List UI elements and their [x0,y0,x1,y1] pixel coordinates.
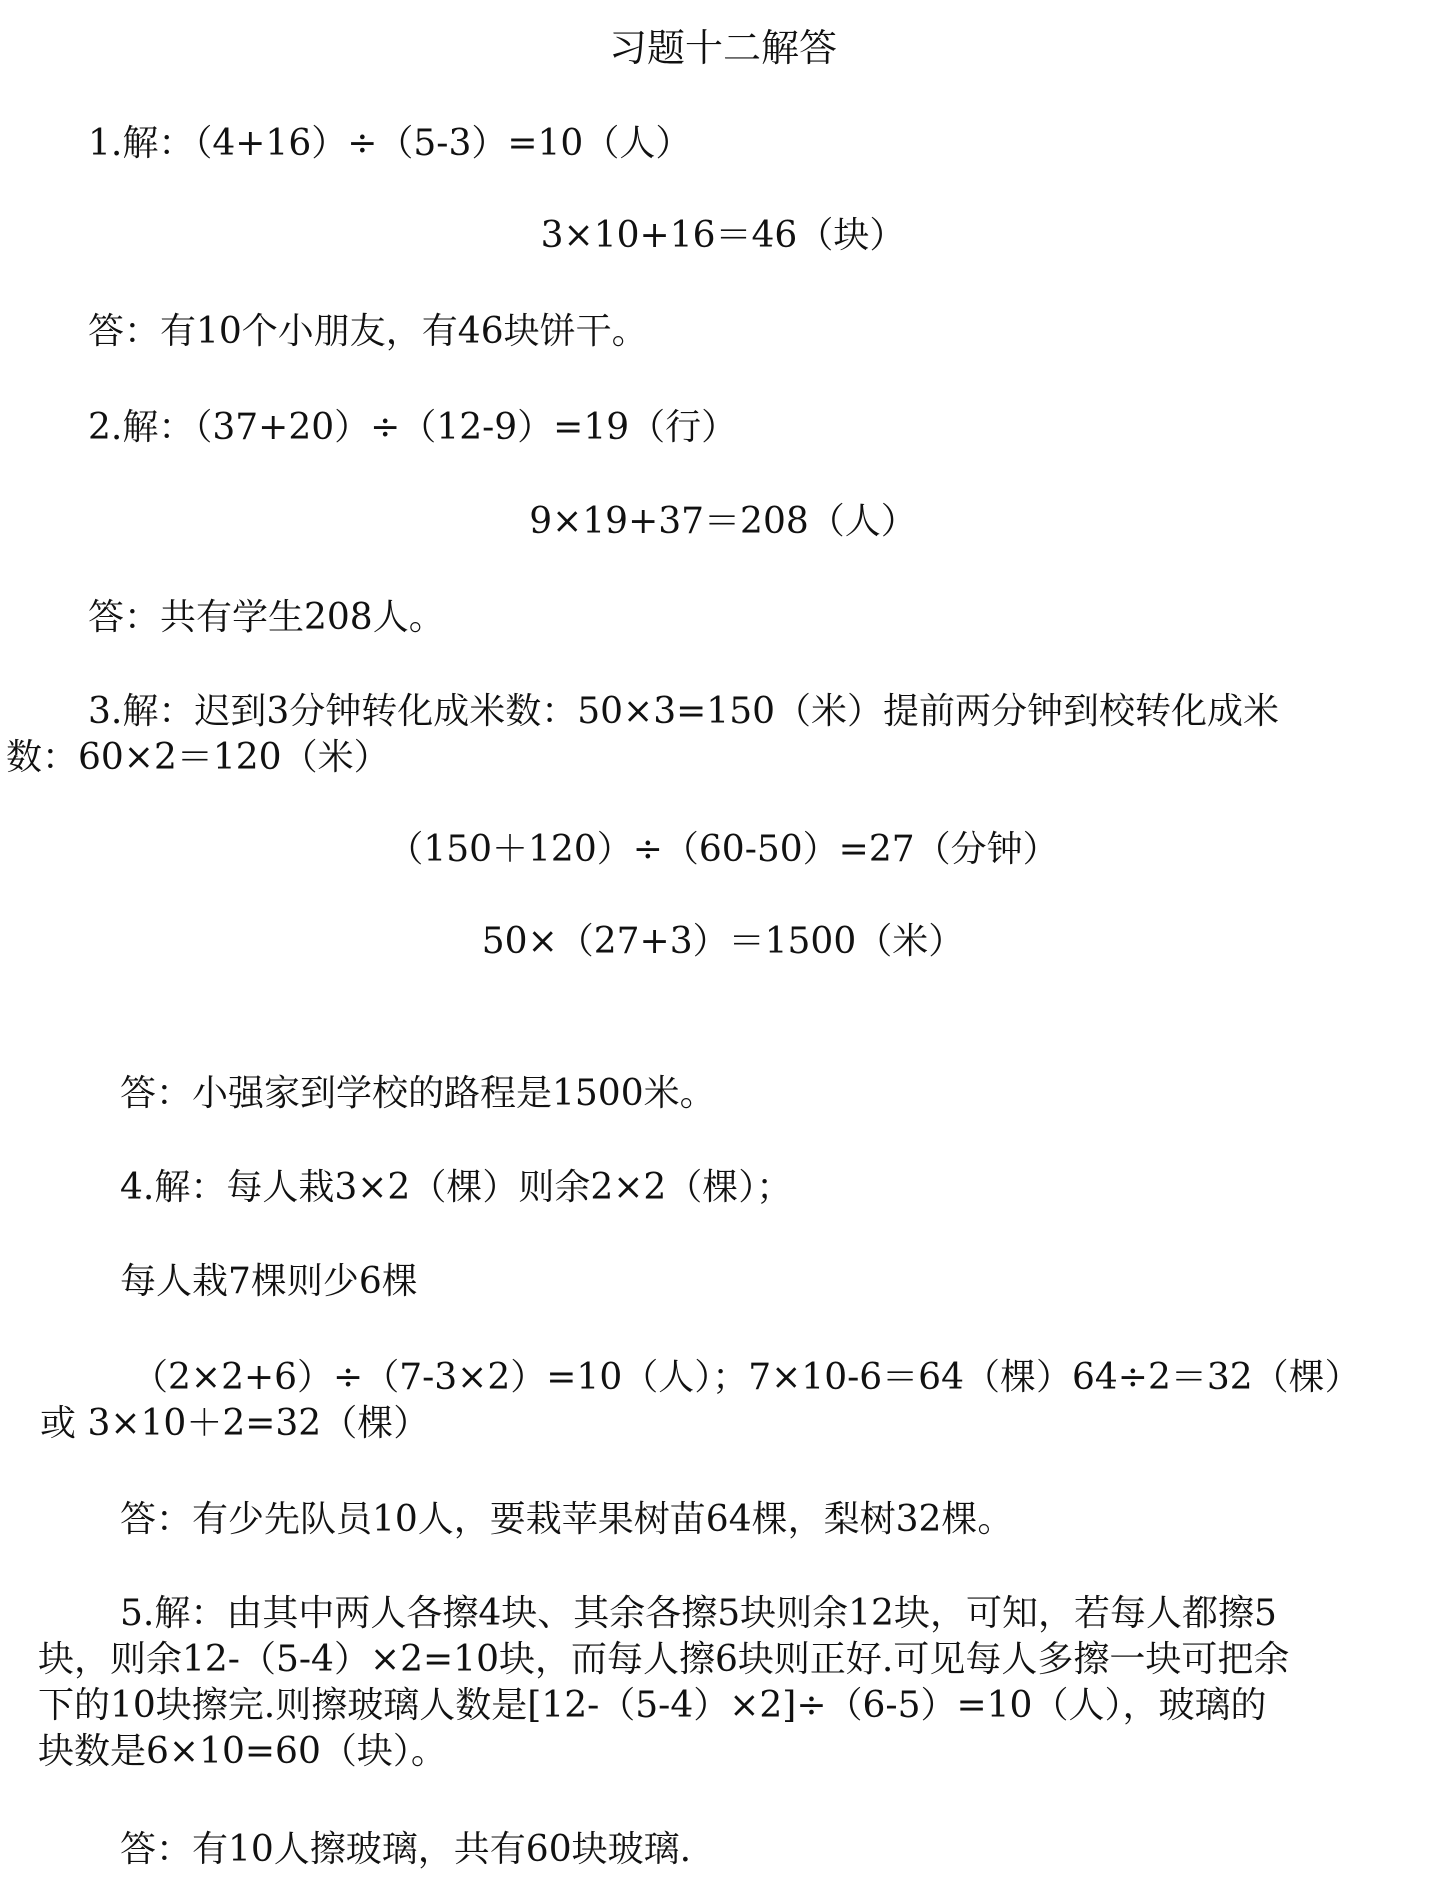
problem-4-answer: 答：有少先队员10人，要栽苹果树苗64棵，梨树32棵。 [120,1499,1014,1540]
problem-5-para-line3: 下的10块擦完.则擦玻璃人数是[12-（5-4）×2]÷（6-5）=10（人），玻璃的 [38,1685,1267,1726]
problem-3-equation-1: （150＋120）÷（60-50）=27（分钟） [387,829,1059,870]
problem-2-answer: 答：共有学生208人。 [88,597,445,638]
problem-3-solution-line2: 数：60×2＝120（米） [6,737,390,778]
problem-3-equation-2: 50×（27+3）＝1500（米） [481,921,965,962]
problem-4-equation-line1: （2×2+6）÷（7-3×2）=10（人）；7×10-6＝64（棵）64÷2＝32（棵） [132,1357,1361,1398]
problem-5-para-line1: 5.解：由其中两人各擦4块、其余各擦5块则余12块，可知，若每人都擦5 [120,1593,1277,1634]
problem-3-answer: 答：小强家到学校的路程是1500米。 [120,1073,716,1114]
problem-4-solution-line2: 每人栽7棵则少6棵 [120,1261,418,1302]
problem-5-para-line2: 块，则余12-（5-4）×2=10块，而每人擦6块则正好.可见每人多擦一块可把余 [38,1639,1290,1680]
problem-2-solution-line1: 2.解：（37+20）÷（12-9）=19（行） [88,407,738,448]
problem-4-equation-line2: 或 3×10＋2=32（棵） [40,1403,430,1444]
problem-2-solution-line2: 9×19+37＝208（人） [529,501,917,542]
problem-1-solution-line2: 3×10+16＝46（块） [540,215,906,256]
problem-5-para-line4: 块数是6×10=60（块）。 [38,1731,447,1772]
problem-1-answer: 答：有10个小朋友，有46块饼干。 [88,311,648,352]
problem-1-solution-line1: 1.解：（4+16）÷（5-3）=10（人） [88,123,692,164]
problem-3-solution-line1: 3.解：迟到3分钟转化成米数：50×3=150（米）提前两分钟到校转化成米 [88,691,1280,732]
page-title: 习题十二解答 [608,26,837,70]
problem-5-answer: 答：有10人擦玻璃，共有60块玻璃. [120,1829,692,1870]
problem-4-solution-line1: 4.解：每人栽3×2（棵）则余2×2（棵）； [120,1167,793,1208]
